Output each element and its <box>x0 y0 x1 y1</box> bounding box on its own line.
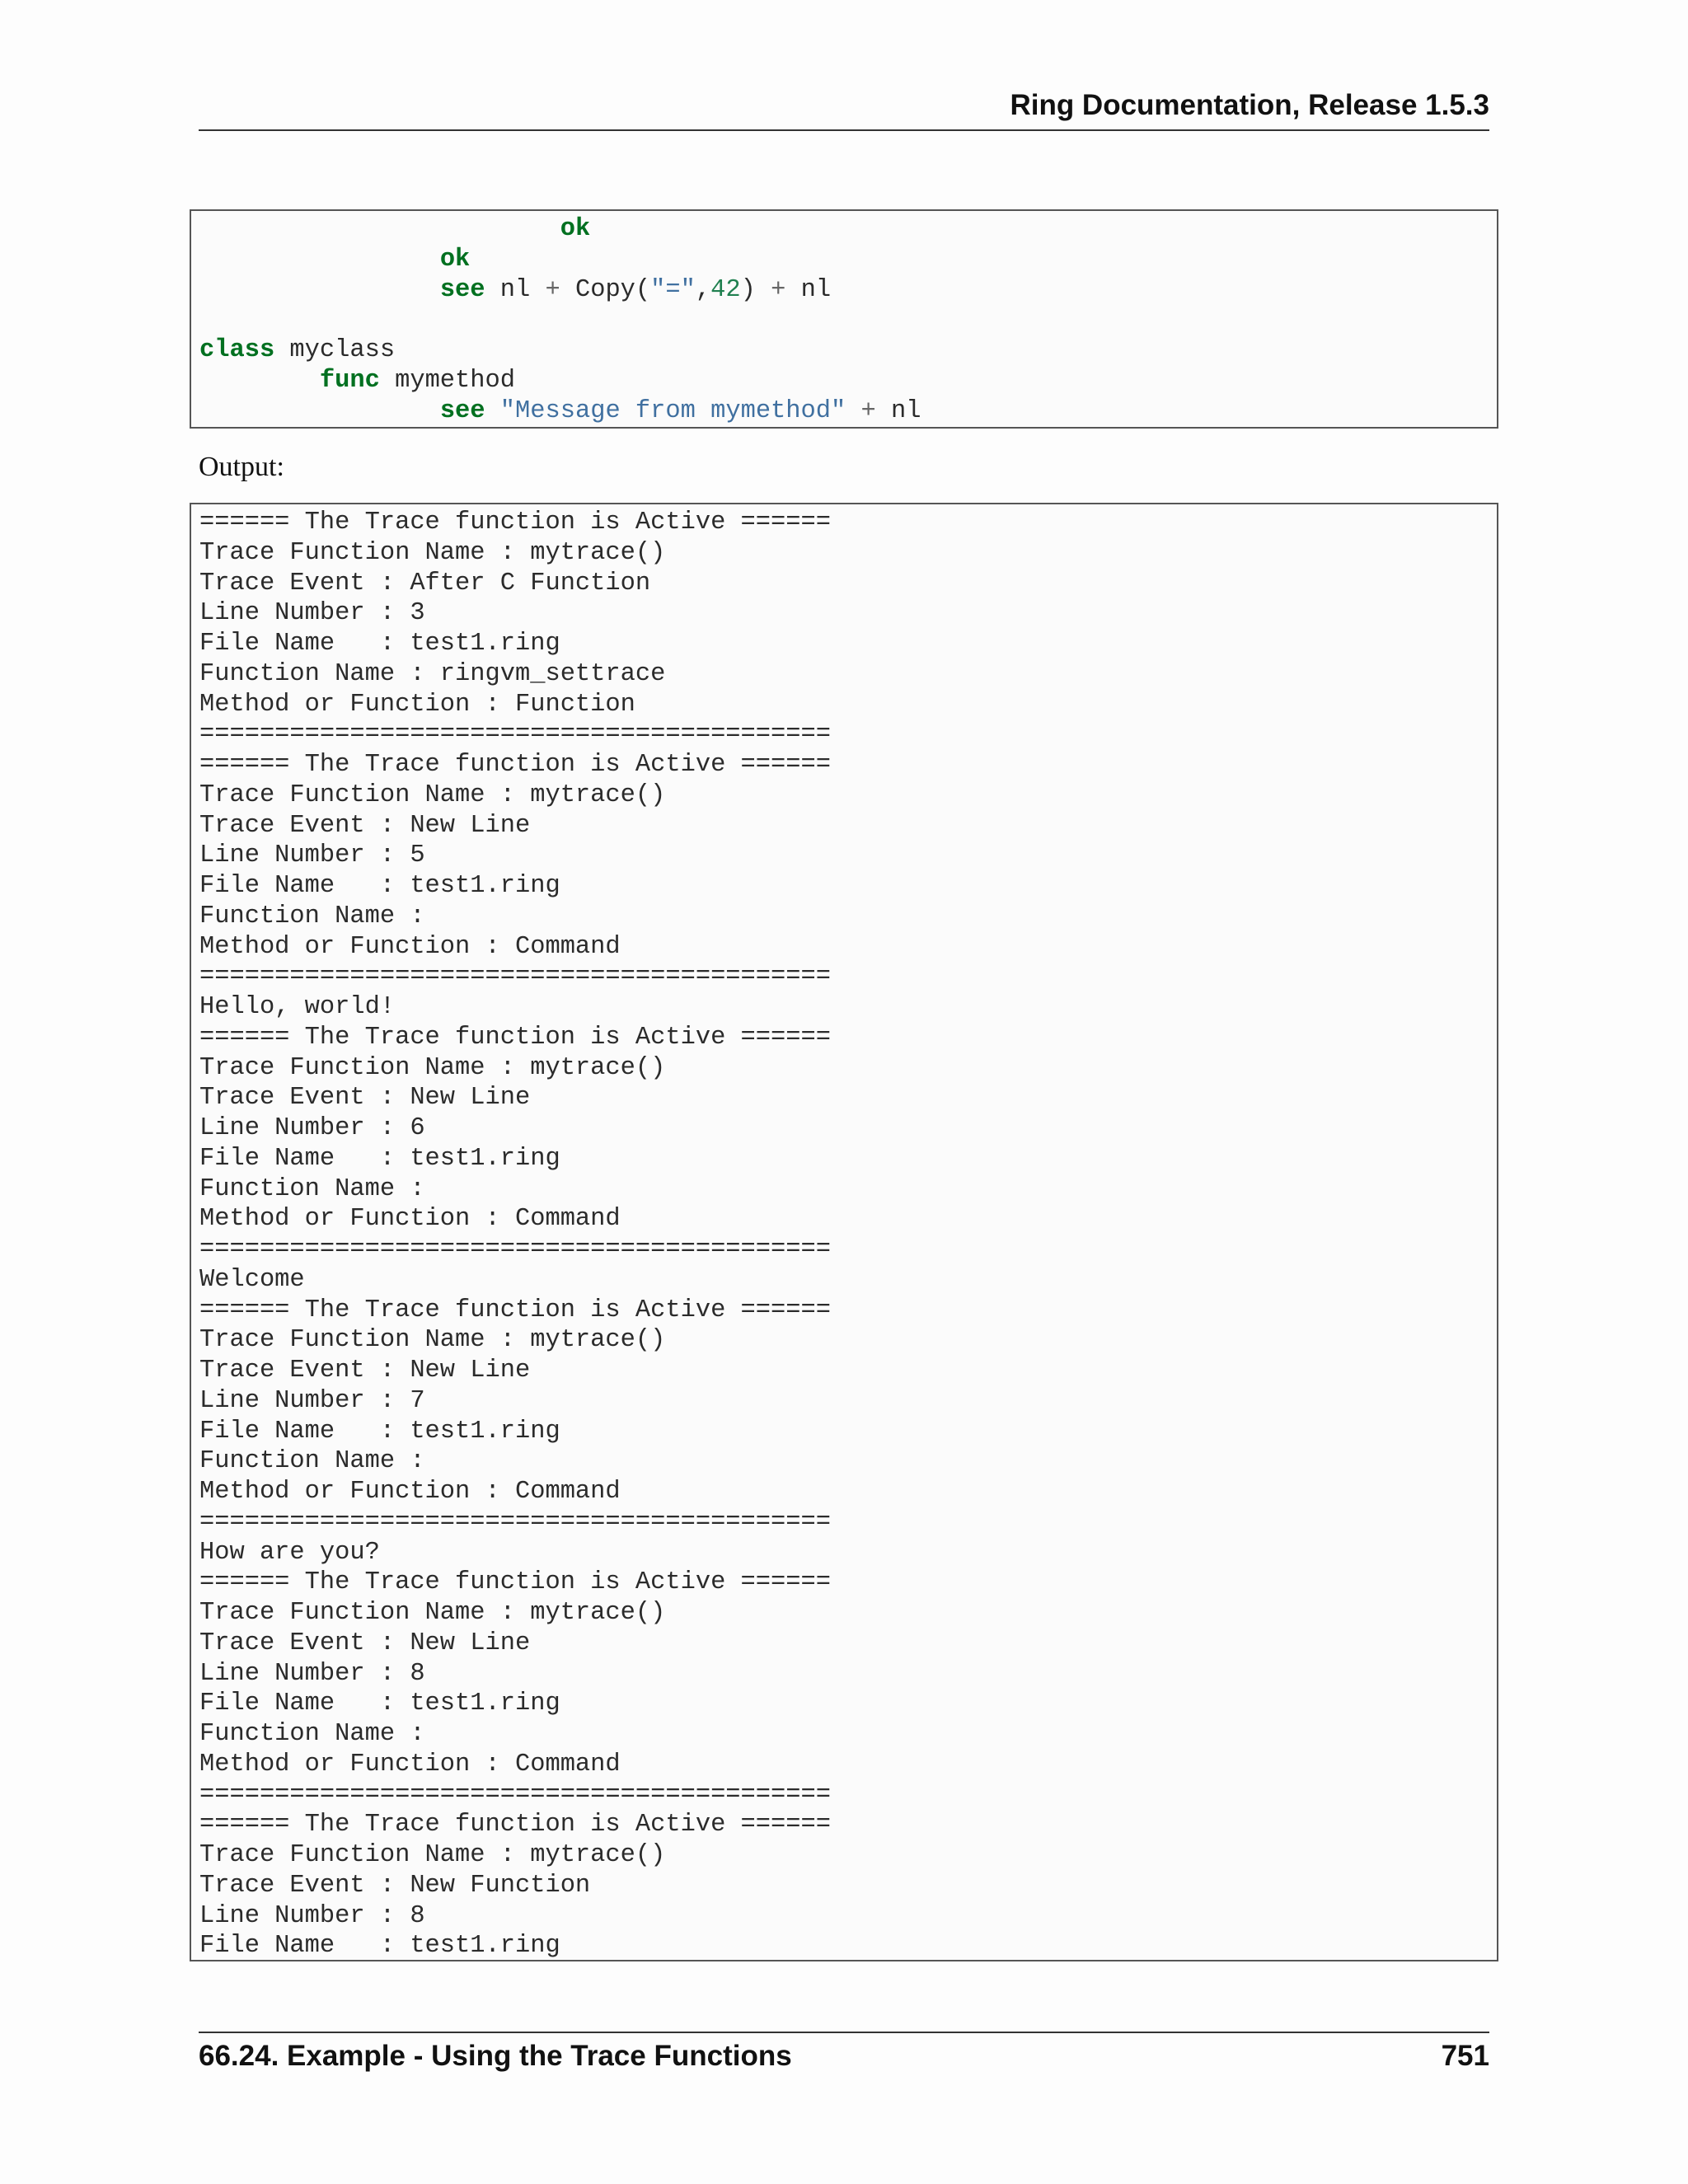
source-code-lines <box>199 214 921 426</box>
header-rule <box>199 129 1489 131</box>
output-label: Output: <box>199 452 284 482</box>
output-line: Function Name : <box>199 1174 425 1203</box>
code-keyword: see <box>439 396 485 425</box>
source-code-line <box>199 335 921 366</box>
code-text: , <box>695 275 711 304</box>
output-line: Trace Event : New Line <box>199 811 531 840</box>
output-line: File Name : test1.ring <box>199 1144 560 1173</box>
output-line: File Name : test1.ring <box>199 1690 560 1718</box>
code-text: nl <box>485 275 546 304</box>
output-line: Function Name : ringvm_settrace <box>199 659 666 688</box>
output-line: Function Name : <box>199 1447 425 1476</box>
code-text <box>485 397 500 425</box>
code-string: "=" <box>650 275 696 304</box>
output-line: Trace Function Name : mytrace() <box>199 1326 666 1355</box>
output-line: Line Number : 7 <box>199 1386 425 1415</box>
code-text: ) <box>740 275 771 304</box>
output-line: Method or Function : Command <box>199 1750 621 1779</box>
output-line: Trace Function Name : mytrace() <box>199 1841 666 1869</box>
code-text <box>199 276 440 304</box>
output-line: ====== The Trace function is Active ====== <box>199 1023 831 1052</box>
output-line: Line Number : 8 <box>199 1659 425 1688</box>
output-line: Function Name : <box>199 902 425 930</box>
code-operator: + <box>860 396 876 425</box>
output-line: Function Name : <box>199 1720 425 1748</box>
code-keyword: ok <box>560 215 591 243</box>
output-line: File Name : test1.ring <box>199 872 560 900</box>
output-line: Method or Function : Function <box>199 690 635 719</box>
output-line: Line Number : 3 <box>199 599 425 628</box>
output-line: How are you? <box>199 1538 380 1567</box>
source-code-line <box>199 305 921 335</box>
code-keyword: func <box>319 366 380 395</box>
output-line: ========================================== <box>199 720 831 749</box>
output-line: ====== The Trace function is Active ====== <box>199 1568 831 1597</box>
source-code-line <box>199 396 921 427</box>
code-keyword: ok <box>439 245 471 274</box>
code-text: mymethod <box>379 366 515 395</box>
output-line: ====== The Trace function is Active ====== <box>199 1296 831 1324</box>
output-line: ========================================== <box>199 963 831 991</box>
code-text: Copy( <box>560 275 651 304</box>
output-line: Method or Function : Command <box>199 1205 621 1234</box>
output-line: Trace Function Name : mytrace() <box>199 1599 666 1627</box>
output-line: Line Number : 5 <box>199 841 425 870</box>
output-line: ====== The Trace function is Active ====== <box>199 509 831 537</box>
output-line: File Name : test1.ring <box>199 1417 560 1446</box>
output-line: Welcome <box>199 1265 305 1294</box>
source-code-line <box>199 366 921 396</box>
output-line: File Name : test1.ring <box>199 1932 560 1961</box>
code-keyword: class <box>199 336 275 364</box>
code-keyword: see <box>439 275 485 304</box>
output-line: Line Number : 6 <box>199 1114 425 1142</box>
code-operator: + <box>545 275 560 304</box>
code-text <box>199 215 560 243</box>
footer-rule <box>199 2032 1489 2033</box>
footer-section-title: 66.24. Example - Using the Trace Functions <box>199 2040 792 2072</box>
output-line: File Name : test1.ring <box>199 630 560 658</box>
source-code-block <box>190 209 1498 429</box>
output-line: ========================================== <box>199 1235 831 1263</box>
code-text: myclass <box>274 336 396 364</box>
output-line: Trace Function Name : mytrace() <box>199 780 666 809</box>
output-line: Trace Event : After C Function <box>199 569 651 598</box>
output-lines <box>199 508 831 1961</box>
output-line: ====== The Trace function is Active ====== <box>199 751 831 779</box>
output-code-block <box>190 503 1498 1961</box>
output-line: ====== The Trace function is Active ====== <box>199 1811 831 1840</box>
code-text: nl <box>875 396 921 425</box>
output-line: Trace Function Name : mytrace() <box>199 538 666 567</box>
output-line: Trace Event : New Line <box>199 1629 531 1657</box>
code-string: "Message from mymethod" <box>499 396 846 425</box>
code-text <box>846 397 860 425</box>
code-text: nl <box>785 275 832 304</box>
output-line: Trace Event : New Line <box>199 1084 531 1113</box>
output-line: Trace Event : New Line <box>199 1357 531 1385</box>
output-line: Method or Function : Command <box>199 1478 621 1506</box>
code-text <box>199 397 440 425</box>
code-text <box>199 367 320 395</box>
output-line: Line Number : 8 <box>199 1901 425 1930</box>
code-number: 42 <box>710 275 741 304</box>
output-line: Method or Function : Command <box>199 932 621 961</box>
page-number: 751 <box>1441 2040 1489 2072</box>
running-header-title: Ring Documentation, Release 1.5.3 <box>1010 89 1489 121</box>
code-operator: + <box>771 275 786 304</box>
output-line: ========================================== <box>199 1507 831 1536</box>
source-code-line <box>199 245 921 275</box>
output-line: Trace Event : New Function <box>199 1871 591 1900</box>
source-code-line <box>199 214 921 245</box>
output-line: ========================================== <box>199 1780 831 1809</box>
source-code-line <box>199 275 921 306</box>
code-text <box>199 246 440 274</box>
output-line: Trace Function Name : mytrace() <box>199 1053 666 1082</box>
output-line: Hello, world! <box>199 993 396 1021</box>
